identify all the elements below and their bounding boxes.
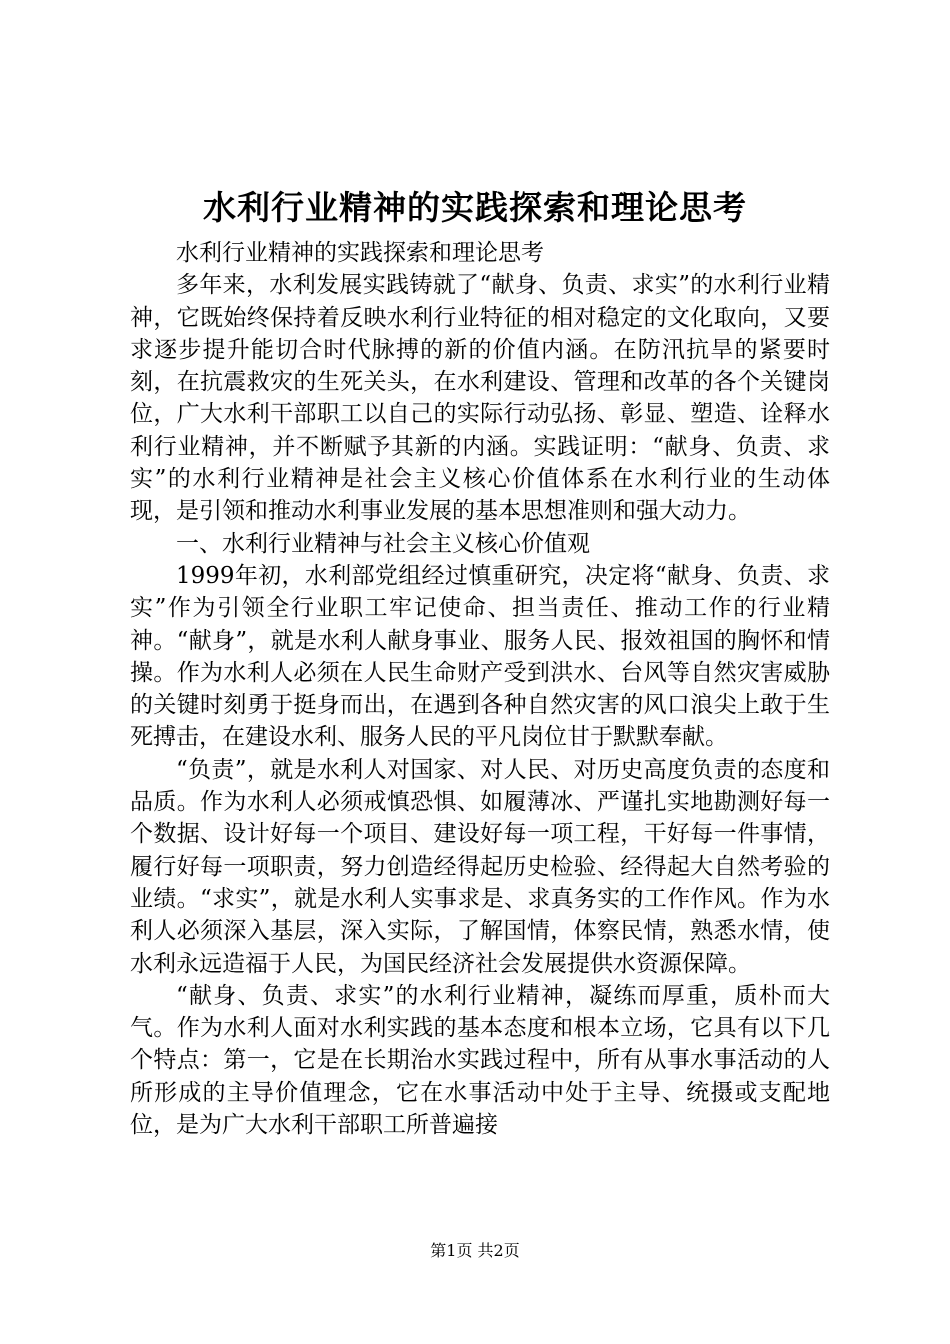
paragraph-subtitle: 水利行业精神的实践探索和理论思考	[176, 240, 544, 266]
section-heading: 一、水利行业精神与社会主义核心价值观	[176, 530, 590, 557]
page-number-footer: 第1页 共2页	[430, 1241, 520, 1260]
document-title: 水利行业精神的实践探索和理论思考	[203, 188, 747, 227]
document-body	[130, 237, 830, 1141]
paragraph-dedication: 1999年初，水利部党组经过慎重研究，决定将“献身、负责、求实”作为引领全行业职工牢记使命、担当责任、推动工作的行业精神。“献身”，就是水利人献身事业、服务人民、报效祖国的胸怀和情操。作为水利人必须在人民生命财产受到洪水、台风等自然灾害威胁的关键时刻勇于挺身而出，在遇到各种自然灾害的风口浪尖上敢于生死搏击，在建设水利、服务人民的平凡岗位甘于默默奉献。	[130, 562, 830, 751]
paragraph-intro: 多年来，水利发展实践铸就了“献身、负责、求实”的水利行业精神，它既始终保持着反映水利行业特征的相对稳定的文化取向，又要求逐步提升能切合时代脉搏的新的价值内涵。在防汛抗旱的紧要时刻，在抗震救灾的生死关头，在水利建设、管理和改革的各个关键岗位，广大水利干部职工以自己的实际行动弘扬、彰显、塑造、诠释水利行业精神，并不断赋予其新的内涵。实践证明：“献身、负责、求实”的水利行业精神是社会主义核心价值体系在水利行业的生动体现，是引领和推动水利事业发展的基本思想准则和强大动力。	[130, 272, 830, 525]
paragraph-characteristics: “献身、负责、求实”的水利行业精神，凝练而厚重，质朴而大气。作为水利人面对水利实践的基本态度和根本立场，它具有以下几个特点：第一，它是在长期治水实践过程中，所有从事水事活动的人所形成的主导价值理念，它在水事活动中处于主导、统摄或支配地位，是为广大水利干部职工所普遍接	[130, 982, 830, 1139]
paragraph-responsibility: “负责”，就是水利人对国家、对人民、对历史高度负责的态度和品质。作为水利人必须戒慎恐惧、如履薄冰、严谨扎实地勘测好每一个数据、设计好每一个项目、建设好每一项工程，干好每一件事情，履行好每一项职责，努力创造经得起历史检验、经得起大自然考验的业绩。“求实”，就是水利人实事求是、求真务实的工作作风。作为水利人必须深入基层，深入实际，了解国情，体察民情，熟悉水情，使水利永远造福于人民，为国民经济社会发展提供水资源保障。	[130, 756, 830, 977]
